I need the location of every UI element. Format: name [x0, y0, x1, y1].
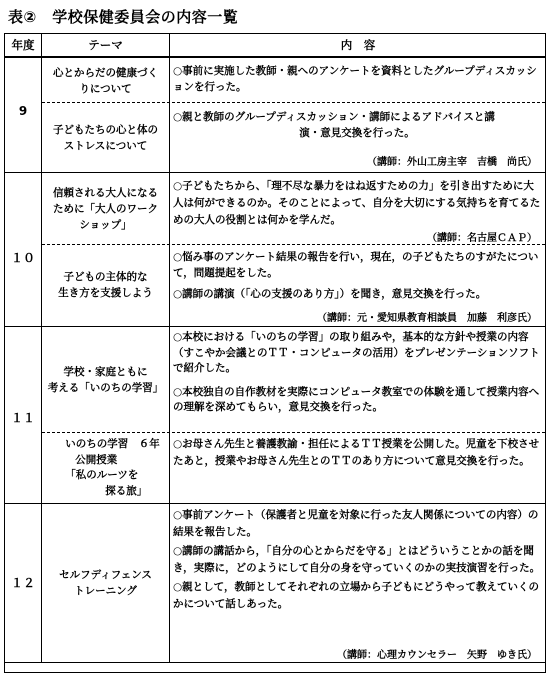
content-paragraph: 演・意見交換を行った。 — [299, 126, 415, 139]
theme-line: ショップ」 — [79, 219, 132, 231]
year-cell: 9 — [18, 104, 28, 118]
content-paragraph: ○講師の講演（「心の支援のあり方」）を聞き，意見交換を行った。 — [173, 288, 487, 300]
content-cell — [173, 110, 541, 141]
row-divider — [5, 503, 545, 504]
theme-line: 心とからだの健康づく — [53, 67, 158, 79]
lecturer-credit: （講師：元・愛知県教育相談員 加藤 利彦氏） — [317, 313, 537, 324]
theme-line: りについて — [79, 83, 132, 95]
lecturer-credit: （講師：名古屋ＣＡＰ） — [427, 233, 537, 244]
theme-line: 「私のルーツを — [65, 469, 139, 481]
year-cell: １１ — [10, 411, 35, 425]
content-paragraph: ○お母さん先生と養護教諭・担任によるＴＴ授業を公開した。児童を下校させたあと，授業やお母さん先生とのＴＴのあり方について意見交換を行った。 — [173, 438, 540, 467]
year-cell: １０ — [10, 251, 35, 265]
theme-cell — [42, 176, 169, 242]
column-divider — [169, 34, 170, 662]
content-paragraph: ○本校独自の自作教材を実際にコンピュータ教室での体験を通して授業内容への理解を深めてもらい，意見交換を行った。 — [173, 385, 540, 413]
theme-line: 探る旅」 — [105, 484, 148, 497]
theme-line: 子どもの主体的な — [63, 271, 148, 283]
subrow-divider — [42, 102, 545, 103]
theme-cell — [42, 248, 169, 322]
theme-cell — [42, 506, 169, 660]
header-theme: テーマ — [88, 38, 123, 52]
theme-line: 公開授業 — [75, 453, 118, 466]
content-paragraph: ○親として，教師としてそれぞれの立場から子どもにどうやって教えていくのかについて話しあった。 — [173, 581, 539, 610]
year-cell: １２ — [10, 576, 35, 590]
row-divider — [5, 326, 545, 327]
lecturer-credit: （講師：外山工房主宰 吉橋 尚氏） — [367, 157, 537, 168]
theme-line: 信頼される大人になる — [53, 187, 158, 199]
table-header — [5, 34, 545, 58]
theme-line: 生き方を支援しよう — [58, 287, 153, 299]
theme-line: 子どもたちの心と体の — [53, 124, 158, 136]
theme-cell — [42, 330, 169, 430]
lecturer-credit: （講師：心理カウンセラー 矢野 ゆき氏） — [337, 650, 537, 661]
theme-cell — [42, 106, 169, 170]
theme-line: いのちの学習 ６年 — [65, 438, 160, 450]
theme-line: セルフディフェンス — [59, 569, 152, 581]
theme-line: ストレスについて — [63, 140, 148, 152]
content-paragraph: ○事前アンケート（保護者と児童を対象に行った友人関係についての内容）の結果を報告した。 — [173, 509, 539, 538]
subrow-divider — [42, 432, 545, 433]
header-content: 内 容 — [340, 38, 376, 52]
content-table — [4, 33, 546, 673]
content-paragraph: ○事前に実施した教師・親へのアンケートを資料としたグループディスカッションを行った。 — [173, 65, 537, 93]
subrow-divider — [42, 244, 545, 245]
theme-line: 学校・家庭ともに — [63, 366, 148, 378]
page-title: 表② 学校保健委員会の内容一覧 — [8, 8, 239, 26]
content-cell — [173, 178, 541, 229]
row-divider — [5, 662, 545, 663]
theme-cell — [42, 434, 169, 502]
content-cell — [173, 250, 541, 303]
header-year: 年度 — [11, 38, 35, 52]
content-paragraph: ○悩み事のアンケート結果の報告を行い，現在，の子どもたちのすがたについて，問題提起をした。 — [173, 251, 539, 279]
theme-line: ために「大人のワーク — [53, 203, 158, 215]
content-paragraph: ○講師の講話から，「自分の心とからだを守る」とはどういうことかの話を聞き，実際に，どのようにして自分の身を守っていくのかの実技演習を行った。 — [173, 545, 541, 574]
content-cell — [173, 330, 541, 416]
content-paragraph: ○本校における「いのちの学習」の取り組みや，基本的な方針や授業の内容（すこやか会議とのＴＴ・コンピュータの活用）をプレゼンテーションソフトで紹介した。 — [173, 331, 540, 374]
content-cell — [173, 436, 541, 470]
row-divider — [5, 172, 545, 173]
theme-line: 考える「いのちの学習」 — [47, 382, 164, 394]
theme-line: トレーニング — [74, 585, 137, 597]
content-cell — [173, 64, 541, 95]
theme-cell — [42, 60, 169, 102]
content-paragraph: ○子どもたちから、「理不尽な暴力をはね返すための力」を引き出すために大人は何ができるのか。そのことによって、自分を大切にする気持ちを育てるための大人の役割とは何かを学んだ。 — [173, 180, 541, 226]
content-paragraph: ○親と教師のグループディスカッション・講師によるアドバイスと講 — [173, 111, 495, 123]
content-cell — [173, 507, 541, 612]
